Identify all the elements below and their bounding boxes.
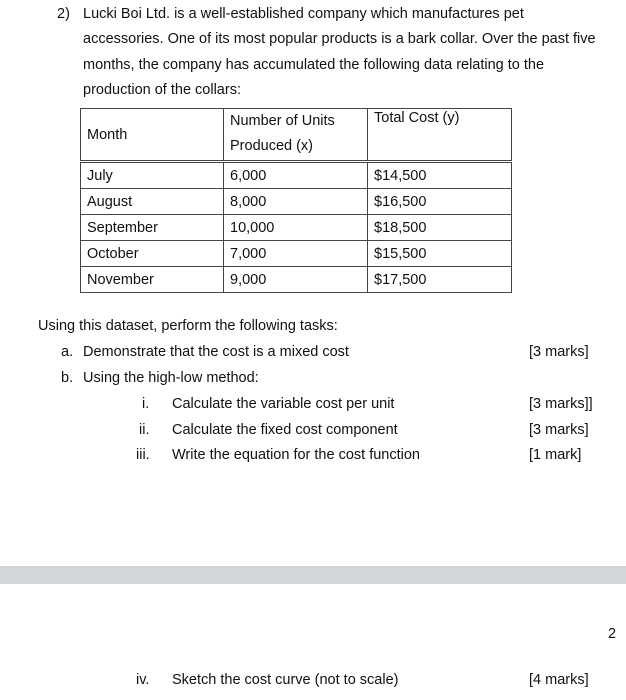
cell-units: 6,000 xyxy=(224,162,368,189)
question-line-2: accessories. One of its most popular products is a bark collar. Over the past five xyxy=(83,31,596,47)
task-b-ii-label: ii. xyxy=(139,422,150,438)
task-b-iii-text: Write the equation for the cost function xyxy=(172,447,420,463)
cell-month: July xyxy=(81,162,224,189)
task-b-label: b. xyxy=(61,370,74,386)
question-line-3: months, the company has accumulated the following data relating to the xyxy=(83,57,545,73)
tasks-intro: Using this dataset, perform the following tasks: xyxy=(38,318,338,334)
cell-month: November xyxy=(81,267,224,293)
table-row xyxy=(81,162,512,189)
cell-cost: $18,500 xyxy=(368,215,512,241)
cell-month: September xyxy=(81,215,224,241)
cell-units: 10,000 xyxy=(224,215,368,241)
cell-cost: $17,500 xyxy=(368,267,512,293)
cell-cost: $14,500 xyxy=(368,162,512,189)
task-b-i-label: i. xyxy=(142,396,150,412)
cell-cost: $16,500 xyxy=(368,189,512,215)
header-units-line2: Produced (x) xyxy=(230,138,314,154)
cell-units: 8,000 xyxy=(224,189,368,215)
task-b-ii-text: Calculate the fixed cost component xyxy=(172,422,398,438)
cell-units: 7,000 xyxy=(224,241,368,267)
task-b-text: Using the high-low method: xyxy=(83,370,259,386)
task-b-iii-marks: [1 mark] xyxy=(529,447,582,463)
cell-units: 9,000 xyxy=(224,267,368,293)
header-units xyxy=(224,109,368,162)
production-cost-table xyxy=(80,108,512,293)
task-b-iv-marks: [4 marks] xyxy=(529,672,589,688)
table-row xyxy=(81,241,512,267)
task-a-label: a. xyxy=(61,344,74,360)
question-line-4: production of the collars: xyxy=(83,82,241,98)
header-total-cost: Total Cost (y) xyxy=(368,109,512,162)
page-separator xyxy=(0,566,626,584)
task-b-ii-marks: [3 marks] xyxy=(529,422,589,438)
task-b-i-text: Calculate the variable cost per unit xyxy=(172,396,395,412)
header-month: Month xyxy=(81,109,224,162)
question-line-1: Lucki Boi Ltd. is a well-established company which manufactures pet xyxy=(83,6,524,22)
cell-month: August xyxy=(81,189,224,215)
cell-cost: $15,500 xyxy=(368,241,512,267)
task-b-iv-label: iv. xyxy=(136,672,150,688)
task-a-text: Demonstrate that the cost is a mixed cost xyxy=(83,344,349,360)
task-b-iii-label: iii. xyxy=(136,447,150,463)
page-number: 2 xyxy=(608,626,617,642)
task-b-iv-text: Sketch the cost curve (not to scale) xyxy=(172,672,399,688)
cell-month: October xyxy=(81,241,224,267)
table-header-row xyxy=(81,109,512,162)
question-number: 2) xyxy=(57,6,70,22)
table-row xyxy=(81,189,512,215)
task-b-i-marks: [3 marks]] xyxy=(529,396,593,412)
header-units-line1: Number of Units xyxy=(230,113,335,129)
task-a-marks: [3 marks] xyxy=(529,344,589,360)
table-row xyxy=(81,267,512,293)
table-row xyxy=(81,215,512,241)
